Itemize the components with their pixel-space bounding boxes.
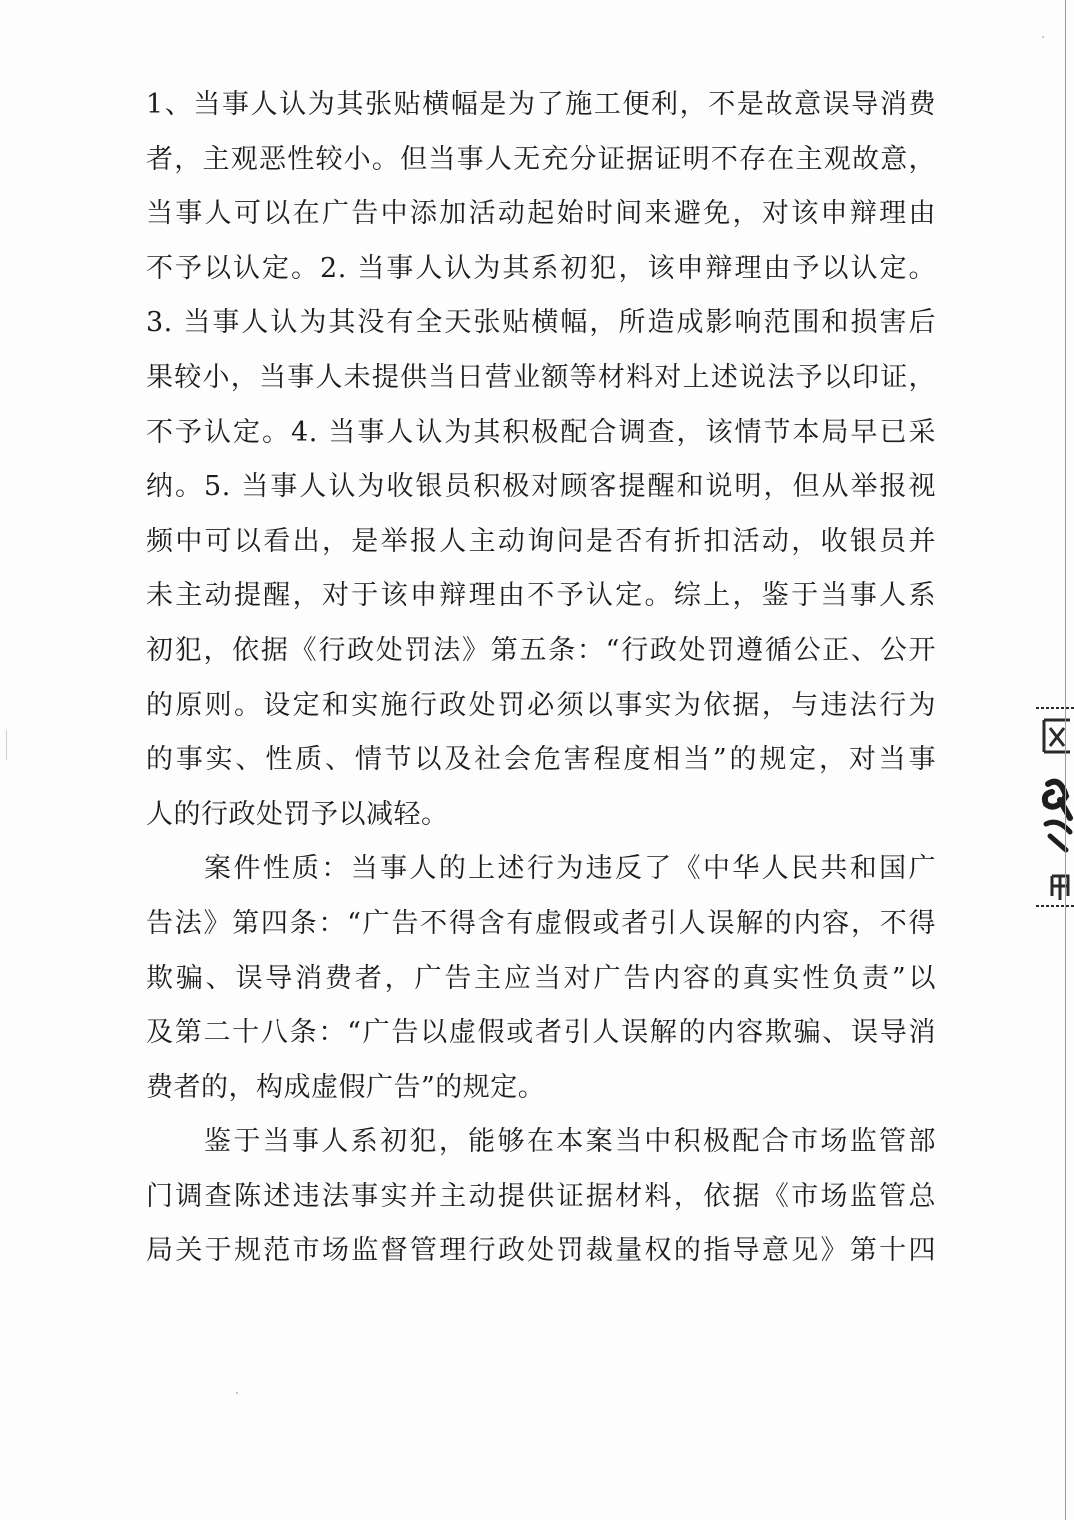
text-line: 果较小，当事人未提供当日营业额等材料对上述说法予以印证， <box>146 361 936 393</box>
text-line: 未主动提醒，对于该申辩理由不予认定。综上，鉴于当事人系 <box>146 580 936 612</box>
text-line: 初犯，依据《行政处罚法》第五条：“行政处罚遵循公正、公开 <box>146 634 936 666</box>
scan-speck <box>1042 36 1044 38</box>
seal-stamp-fragment <box>1030 700 1074 910</box>
text-line: 费者的，构成虚假广告”的规定。 <box>146 1071 546 1103</box>
text-line: 的事实、性质、情节以及社会危害程度相当”的规定，对当事 <box>146 744 936 776</box>
text-line: 门调查陈述违法事实并主动提供证据材料，依据《市场监管总 <box>146 1180 936 1212</box>
scan-edge-line <box>1065 0 1066 1520</box>
text-line: 的原则。设定和实施行政处罚必须以事实为依据，与违法行为 <box>146 689 936 721</box>
scan-left-mark <box>6 730 7 760</box>
text-line: 欺骗、误导消费者，广告主应当对广告内容的真实性负责”以 <box>146 962 936 994</box>
text-line: 不予认定。4. 当事人认为其积极配合调查，该情节本局早已采 <box>146 416 936 448</box>
text-line: 3. 当事人认为其没有全天张贴横幅，所造成影响范围和损害后 <box>146 307 936 339</box>
paragraph-case-nature <box>146 842 936 1115</box>
text-line: 及第二十八条：“广告以虚假或者引人误解的内容欺骗、误导消 <box>146 1017 936 1049</box>
text-line: 鉴于当事人系初犯，能够在本案当中积极配合市场监管部 <box>204 1126 936 1158</box>
text-line: 案件性质：当事人的上述行为违反了《中华人民共和国广 <box>204 853 936 885</box>
text-line: 告法》第四条：“广告不得含有虚假或者引人误解的内容，不得 <box>146 907 936 939</box>
text-line: 不予以认定。2. 当事人认为其系初犯，该申辩理由予以认定。 <box>146 252 936 284</box>
scan-speck <box>236 1392 238 1394</box>
text-line: 人的行政处罚予以减轻。 <box>146 798 449 830</box>
text-line: 纳。5. 当事人认为收银员积极对顾客提醒和说明，但从举报视 <box>146 471 936 503</box>
text-line: 者，主观恶性较小。但当事人无充分证据证明不存在主观故意， <box>146 143 936 175</box>
text-line: 当事人可以在广告中添加活动起始时间来避免，对该申辩理由 <box>146 198 936 230</box>
paragraph-penalty-basis <box>146 1115 936 1279</box>
text-line: 1、当事人认为其张贴横幅是为了施工便利，不是故意误导消费 <box>146 89 936 120</box>
text-line: 频中可以看出，是举报人主动询问是否有折扣活动，收银员并 <box>146 525 936 557</box>
document-body <box>146 78 936 1279</box>
paragraph-defense-review <box>146 78 936 842</box>
text-line: 局关于规范市场监督管理行政处罚裁量权的指导意见》第十四 <box>146 1235 936 1267</box>
